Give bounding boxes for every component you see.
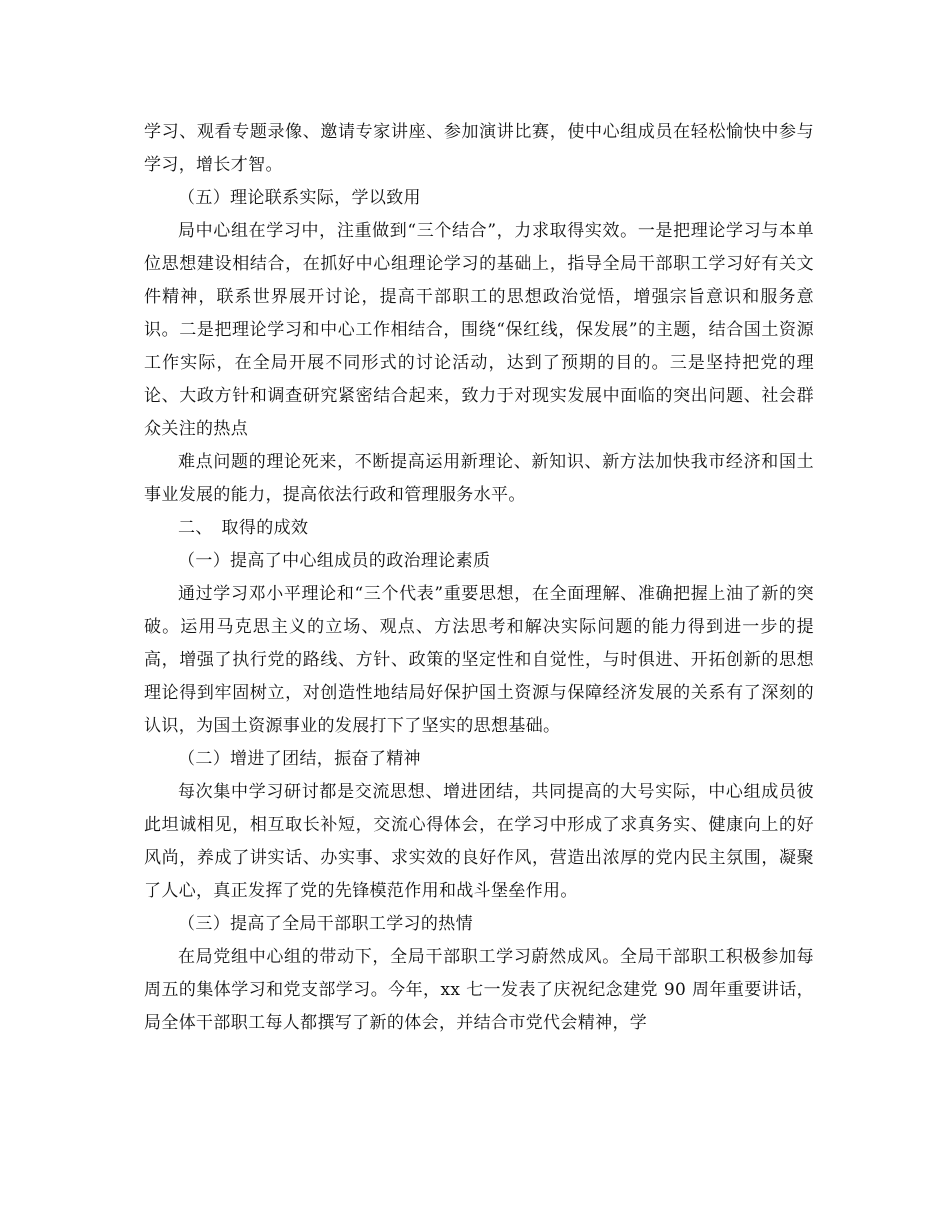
paragraph-theory-study: 通过学习邓小平理论和“三个代表”重要思想，在全面理解、准确把握上油了新的突破。运用马克思主义的立场、观点、方法思考和解决实际问题的能力得到进一步的提高，增强了执行党的路线、方针、政策的坚定性和自觉性，与时俱进、开拓创新的思想理论得到牢固树立，对创造性地结局好保护国土资源与保障经济发展的关系有了深刻的认识，为国土资源事业的发展打下了坚实的思想基础。 <box>144 584 814 736</box>
paragraph-study-enthusiasm: 在局党组中心组的带动下，全局干部职工学习蔚然成风。全局干部职工积极参加每周五的集体学习和党支部学习。今年，xx 七一发表了庆祝纪念建党 90 周年重要讲话，局全体干部职工每人都撰写了新的体会，并结合市党代会精神，学 <box>144 947 814 1033</box>
paragraph-three-combinations: 局中心组在学习中，注重做到“三个结合”，力求取得实效。一是把理论学习与本单位思想建设相结合，在抓好中心组理论学习的基础上，指导全局干部职工学习好有关文件精神，联系世界展开讨论，提高干部职工的思想政治觉悟，增强宗旨意识和服务意识。二是把理论学习和中心工作相结合，围绕“保红线，保发展”的主题，结合国土资源工作实际，在全局开展不同形式的讨论活动，达到了预期的目的。三是坚持把党的理论、大政方针和调查研究紧密结合起来，致力于对现实发展中面临的突出问题、社会群众关注的热点 <box>144 221 814 439</box>
paragraph-difficult-issues: 难点问题的理论死来，不断提高运用新理论、新知识、新方法加快我市经济和国土事业发展的能力，提高依法行政和管理服务水平。 <box>144 452 814 505</box>
paragraph-unity: 每次集中学习研讨都是交流思想、增进团结，共同提高的大号实际，中心组成员彼此坦诚相见，相互取长补短，交流心得体会，在学习中形成了求真务实、健康向上的好风尚，养成了讲实话、办实事、求实效的良好作风，营造出浓厚的党内民主氛围，凝聚了人心，真正发挥了党的先锋模范作用和战斗堡垒作用。 <box>144 782 814 901</box>
section-heading-achievements: 二、 取得的成效 <box>178 518 309 538</box>
subheading-political-quality: （一）提高了中心组成员的政治理论素质 <box>178 551 491 571</box>
subheading-unity: （二）增进了团结，振奋了精神 <box>178 749 421 769</box>
document-body <box>144 116 814 1040</box>
paragraph-continuation: 学习、观看专题录像、邀请专家讲座、参加演讲比赛，使中心组成员在轻松愉快中参与学习，增长才智。 <box>144 122 814 175</box>
subheading-study-enthusiasm: （三）提高了全局干部职工学习的热情 <box>178 914 473 934</box>
section-heading-five: （五）理论联系实际，学以致用 <box>178 188 421 208</box>
